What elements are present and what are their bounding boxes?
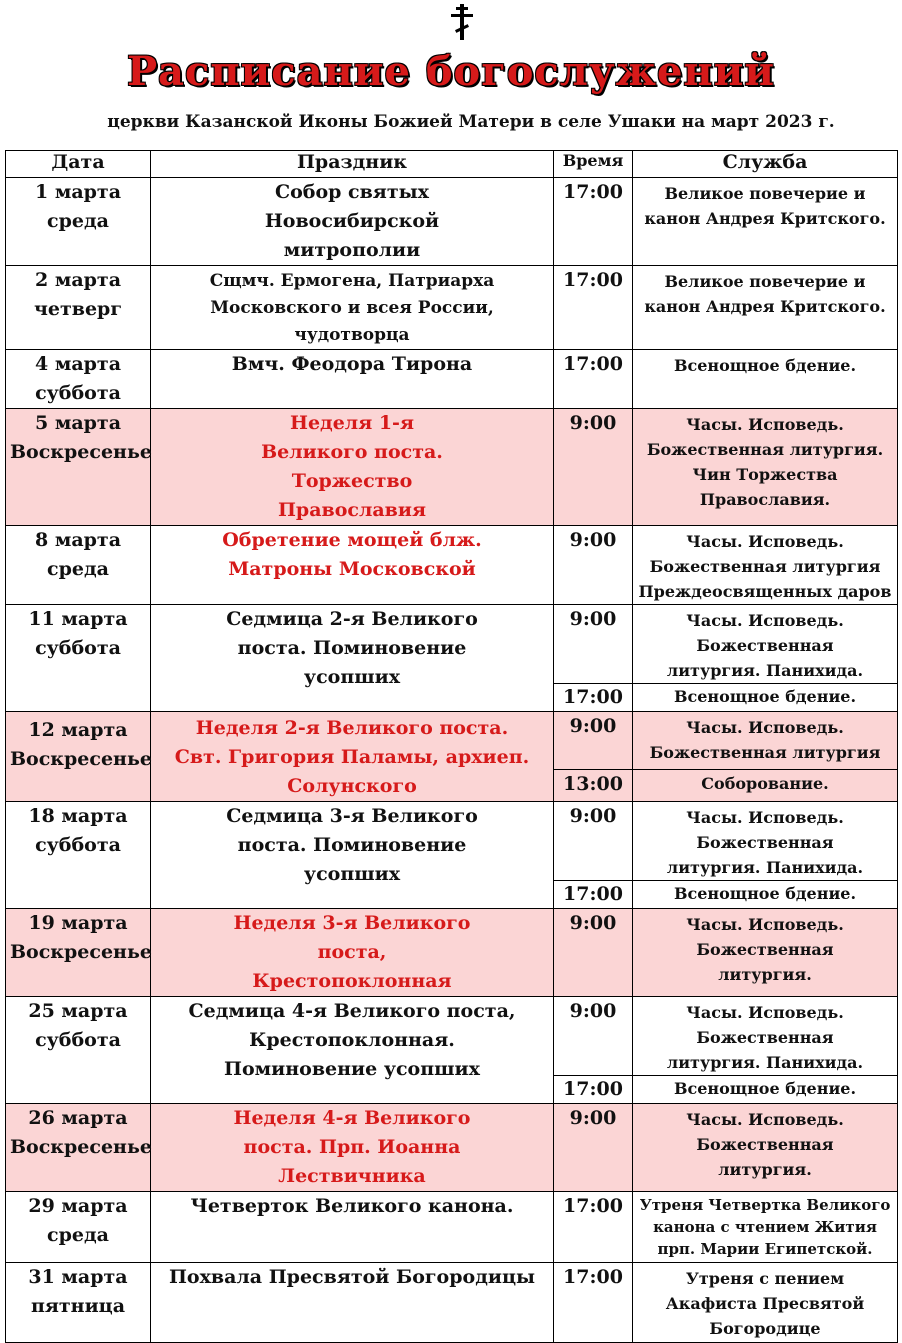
time-cell: 17:00 bbox=[554, 266, 633, 350]
column-header-service: Служба bbox=[633, 151, 898, 178]
date-cell: 2 марта четверг bbox=[6, 266, 151, 350]
table-row bbox=[6, 712, 898, 770]
service-cell: Соборование. bbox=[633, 769, 898, 801]
service-cell: Часы. Исповедь. Божественная литургия. Панихида. bbox=[633, 802, 898, 881]
service-cell: Часы. Исповедь. Божественная литургия bbox=[633, 712, 898, 770]
feast-cell: Собор святых Новосибирской митрополии bbox=[151, 178, 554, 266]
time-cell: 9:00 bbox=[554, 802, 633, 881]
time-cell: 17:00 bbox=[554, 1076, 633, 1104]
time-cell: 9:00 bbox=[554, 997, 633, 1076]
time-cell: 17:00 bbox=[554, 1263, 633, 1343]
feast-cell: Неделя 3-я Великого поста, Крестопоклонная bbox=[151, 909, 554, 997]
service-cell: Часы. Исповедь. Божественная литургия. bbox=[633, 909, 898, 997]
time-cell: 17:00 bbox=[554, 684, 633, 712]
table-row bbox=[6, 605, 898, 684]
feast-cell: Седмица 2-я Великого поста. Поминовение усопших bbox=[151, 605, 554, 712]
feast-cell: Обретение мощей блж. Матроны Московской bbox=[151, 526, 554, 605]
table-row bbox=[6, 409, 898, 526]
service-cell: Утреня Четвертка Великого канона с чтением Жития прп. Марии Египетской. bbox=[633, 1192, 898, 1263]
service-cell: Утреня с пением Акафиста Пресвятой Богородице bbox=[633, 1263, 898, 1343]
table-row bbox=[6, 178, 898, 266]
feast-cell: Неделя 1-я Великого поста. Торжество Православия bbox=[151, 409, 554, 526]
table-row bbox=[6, 909, 898, 997]
service-cell: Часы. Исповедь. Божественная литургия. Чин Торжества Православия. bbox=[633, 409, 898, 526]
date-cell: 26 марта Воскресенье bbox=[6, 1104, 151, 1192]
time-cell: 9:00 bbox=[554, 712, 633, 770]
date-cell: 1 марта среда bbox=[6, 178, 151, 266]
service-cell: Часы. Исповедь. Божественная литургия Преждеосвященных даров bbox=[633, 526, 898, 605]
service-cell: Всенощное бдение. bbox=[633, 1076, 898, 1104]
date-cell: 25 марта суббота bbox=[6, 997, 151, 1104]
date-cell: 18 марта суббота bbox=[6, 802, 151, 909]
date-cell: 8 марта среда bbox=[6, 526, 151, 605]
time-cell: 17:00 bbox=[554, 881, 633, 909]
date-cell: 19 марта Воскресенье bbox=[6, 909, 151, 997]
table-row bbox=[6, 997, 898, 1076]
service-cell: Всенощное бдение. bbox=[633, 881, 898, 909]
orthodox-cross-icon bbox=[449, 4, 475, 40]
service-cell: Часы. Исповедь. Божественная литургия. bbox=[633, 1104, 898, 1192]
service-cell: Великое повечерие и канон Андрея Критского. bbox=[633, 266, 898, 350]
date-cell: 29 марта среда bbox=[6, 1192, 151, 1263]
feast-cell: Седмица 4-я Великого поста, Крестопоклонная. Поминовение усопших bbox=[151, 997, 554, 1104]
service-cell: Часы. Исповедь. Божественная литургия. Панихида. bbox=[633, 997, 898, 1076]
service-cell: Великое повечерие и канон Андрея Критского. bbox=[633, 178, 898, 266]
time-cell: 9:00 bbox=[554, 1104, 633, 1192]
table-header-row bbox=[6, 151, 898, 178]
column-header-time: Время bbox=[554, 151, 633, 178]
service-cell: Всенощное бдение. bbox=[633, 684, 898, 712]
feast-cell: Неделя 4-я Великого поста. Прп. Иоанна Лествичника bbox=[151, 1104, 554, 1192]
time-cell: 17:00 bbox=[554, 1192, 633, 1263]
column-header-feast: Праздник bbox=[151, 151, 554, 178]
schedule-table bbox=[5, 150, 898, 1343]
feast-cell: Вмч. Феодора Тирона bbox=[151, 350, 554, 409]
time-cell: 17:00 bbox=[554, 178, 633, 266]
feast-cell: Сщмч. Ермогена, Патриарха Московского и всея России, чудотворца bbox=[151, 266, 554, 350]
service-cell: Всенощное бдение. bbox=[633, 350, 898, 409]
table-row bbox=[6, 266, 898, 350]
time-cell: 9:00 bbox=[554, 909, 633, 997]
feast-cell: Неделя 2-я Великого поста. Свт. Григория Паламы, архиеп. Солунского bbox=[151, 712, 554, 802]
time-cell: 9:00 bbox=[554, 409, 633, 526]
date-cell: 5 марта Воскресенье bbox=[6, 409, 151, 526]
page-subtitle: церкви Казанской Иконы Божией Матери в селе Ушаки на март 2023 г. bbox=[107, 112, 835, 132]
table-row bbox=[6, 526, 898, 605]
table-row bbox=[6, 802, 898, 881]
time-cell: 9:00 bbox=[554, 526, 633, 605]
time-cell: 9:00 bbox=[554, 605, 633, 684]
date-cell: 12 марта Воскресенье bbox=[6, 712, 151, 802]
column-header-date: Дата bbox=[6, 151, 151, 178]
table-row bbox=[6, 350, 898, 409]
feast-cell: Похвала Пресвятой Богородицы bbox=[151, 1263, 554, 1343]
page-title: Расписание богослужений bbox=[126, 48, 776, 95]
table-row bbox=[6, 1192, 898, 1263]
time-cell: 13:00 bbox=[554, 769, 633, 801]
feast-cell: Седмица 3-я Великого поста. Поминовение усопших bbox=[151, 802, 554, 909]
time-cell: 17:00 bbox=[554, 350, 633, 409]
date-cell: 4 марта суббота bbox=[6, 350, 151, 409]
table-row bbox=[6, 1104, 898, 1192]
service-cell: Часы. Исповедь. Божественная литургия. Панихида. bbox=[633, 605, 898, 684]
feast-cell: Четверток Великого канона. bbox=[151, 1192, 554, 1263]
date-cell: 31 марта пятница bbox=[6, 1263, 151, 1343]
table-row bbox=[6, 1263, 898, 1343]
date-cell: 11 марта суббота bbox=[6, 605, 151, 712]
